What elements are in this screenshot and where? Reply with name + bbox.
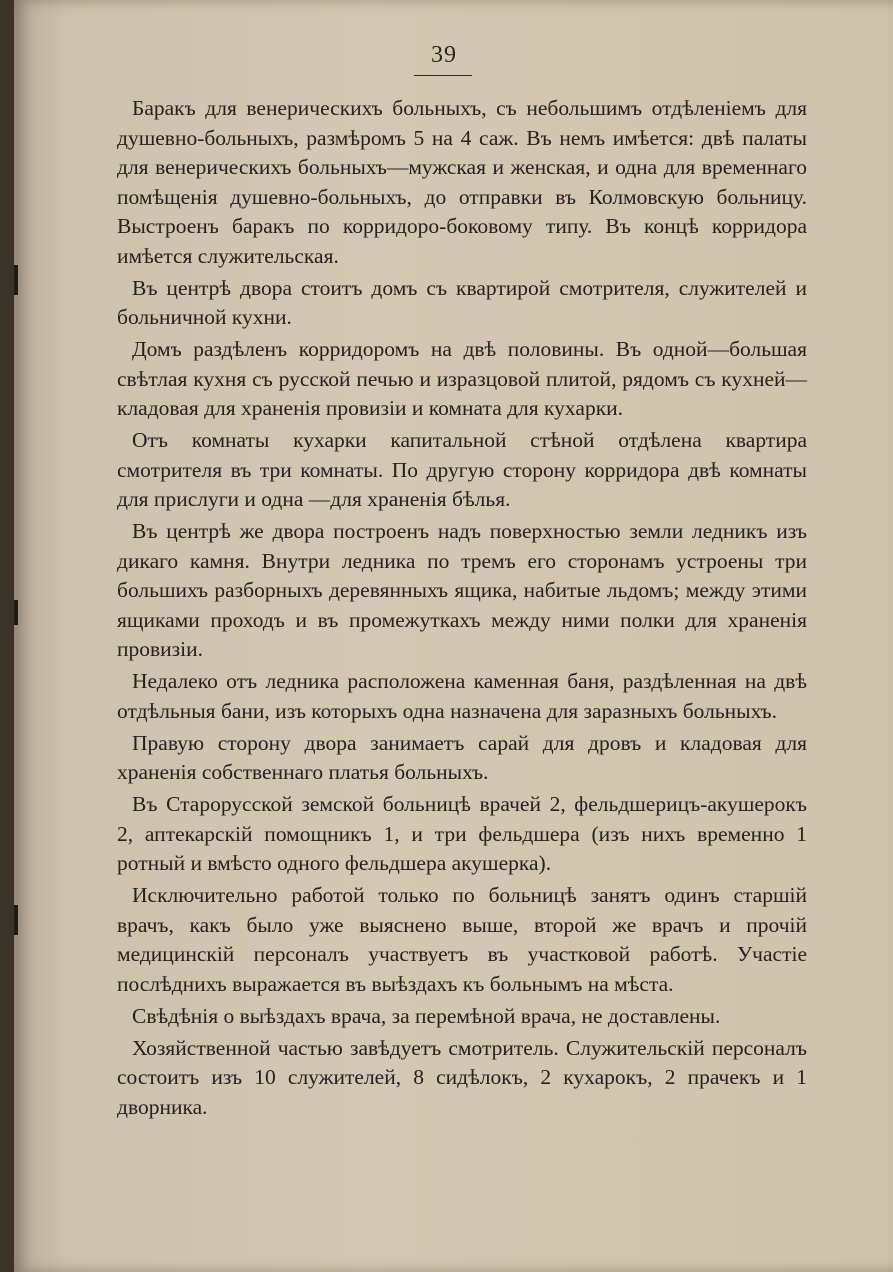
paragraph-7: Правую сторону двора занимаетъ сарай для дровъ и кладовая для храненія собственнаго платья больныхъ.	[117, 730, 807, 784]
paragraph-10: Свѣдѣнія о выѣздахъ врача, за перемѣной врача, не доставлены.	[132, 1003, 721, 1028]
book-page	[14, 0, 893, 1272]
page-edge-mark	[14, 905, 18, 935]
paragraph-8: Въ Старорусской земской больницѣ врачей 2, фельдшерицъ-акушерокъ 2, аптекарскій помощникъ 1, и три фельдшера (изъ нихъ временно 1 ротный и вмѣсто одного фельдшера акушерка).	[117, 792, 807, 875]
paragraph-4: Отъ комнаты кухарки капитальной стѣной отдѣлена квартира смотрителя въ три комнаты. По другую сторону корридора двѣ комнаты для прислуги и одна —для храненія бѣлья.	[117, 428, 807, 511]
paragraph-5: Въ центрѣ же двора построенъ надъ поверхностью земли ледникъ изъ дикаго камня. Внутри ледника по тремъ его сторонамъ устроены три большихъ разборныхъ деревянныхъ ящика, набитые льдомъ; между этими ящиками проходъ и въ промежуткахъ между ними полки для храненія провизіи.	[117, 519, 807, 661]
paragraph-6: Недалеко отъ ледника расположена каменная баня, раздѣленная на двѣ отдѣльныя бани, изъ которыхъ одна назначена для заразныхъ больныхъ.	[117, 669, 807, 723]
page-number: 39	[431, 42, 457, 68]
paragraph-1: Баракъ для венерическихъ больныхъ, съ небольшимъ отдѣленіемъ для душевно-больныхъ, размѣромъ 5 на 4 саж. Въ немъ имѣется: двѣ палаты для венерическихъ больныхъ—мужская и женская, и одна для временнаго помѣщенія душевно-больныхъ, до отправки въ Колмовскую больницу. Выстроенъ баракъ по корридоро-боковому типу. Въ концѣ корридора имѣется служительская.	[117, 96, 807, 268]
paragraph-2: Въ центрѣ двора стоитъ домъ съ квартирой смотрителя, служителей и больничной кухни.	[117, 275, 807, 329]
paragraph-11: Хозяйственной частью завѣдуетъ смотритель. Служительскій персоналъ состоитъ изъ 10 служителей, 8 сидѣлокъ, 2 кухарокъ, 2 прачекъ и 1 дворника.	[117, 1035, 807, 1119]
body-text	[117, 94, 807, 1125]
page-edge-mark	[14, 265, 18, 295]
page-number-rule	[414, 75, 472, 76]
page-edge-mark	[14, 600, 18, 625]
paragraph-9: Исключительно работой только по больницѣ занятъ одинъ старшій врачъ, какъ было уже выяснено выше, второй же врачъ и прочій медицинскій персоналъ участвуетъ въ участковой работѣ. Участіе послѣднихъ выражается въ выѣздахъ къ больнымъ на мѣста.	[117, 883, 807, 996]
paragraph-3: Домъ раздѣленъ корридоромъ на двѣ половины. Въ одной—большая свѣтлая кухня съ русской печью и изразцовой плитой, рядомъ съ кухней—кладовая для храненія провизіи и комната для кухарки.	[117, 337, 807, 420]
